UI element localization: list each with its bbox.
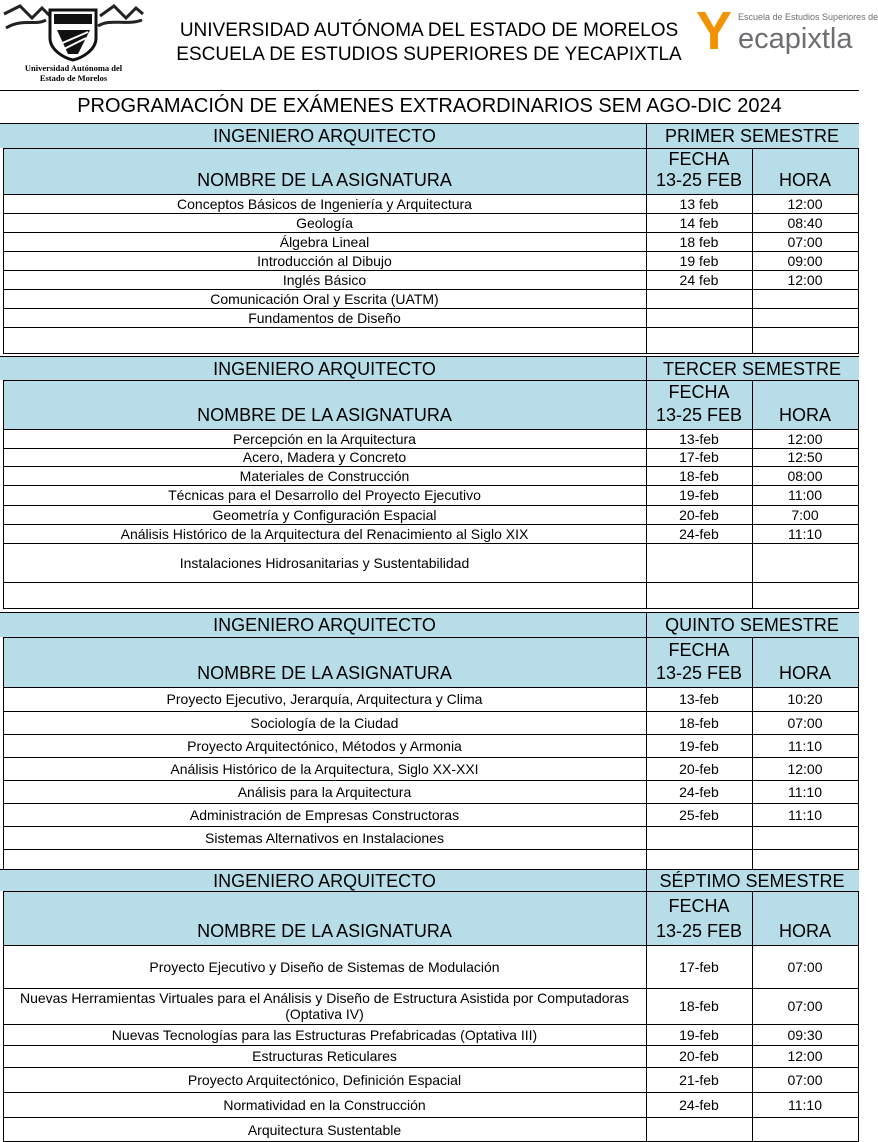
grid-line [3, 194, 4, 213]
exam-date: 24-feb [679, 1096, 719, 1113]
grid-line [646, 945, 647, 988]
grid-line [3, 148, 4, 194]
exam-time [752, 849, 858, 869]
exam-time: 11:10 [788, 1096, 822, 1113]
grid-line [858, 1117, 859, 1142]
exam-time: 11:10 [788, 525, 822, 542]
grid-line [3, 380, 859, 381]
grid-line [646, 289, 647, 308]
grid-line [646, 1045, 647, 1067]
grid-line [3, 711, 4, 734]
subject-name: Geología [296, 214, 353, 231]
exam-time: 11:00 [788, 487, 822, 503]
grid-line [752, 485, 753, 505]
grid-line [646, 505, 647, 524]
column-header-asignatura: NOMBRE DE LA ASIGNATURA [197, 662, 452, 683]
grid-line [752, 232, 753, 251]
grid-line [752, 687, 753, 711]
subject-name: Materiales de Construcción [239, 467, 410, 484]
grid-line [752, 891, 753, 945]
grid-line [858, 505, 859, 524]
column-header-asignatura: NOMBRE DE LA ASIGNATURA [197, 169, 452, 190]
exam-date: 24 feb [679, 271, 719, 288]
program-name: INGENIERO ARQUITECTO [213, 358, 436, 379]
grid-line [646, 213, 647, 232]
grid-line [752, 757, 753, 780]
semester-name: QUINTO SEMESTRE [665, 615, 839, 635]
subject-name: Estructuras Reticulares [252, 1048, 397, 1064]
grid-line [752, 1092, 753, 1117]
grid-line [646, 757, 647, 780]
grid-line [858, 524, 859, 543]
grid-line [646, 849, 647, 869]
exam-time: 11:10 [788, 783, 822, 800]
grid-line [3, 803, 4, 826]
grid-line [3, 213, 4, 232]
school-name: ESCUELA DE ESTUDIOS SUPERIORES DE YECAPIXTLA [176, 44, 682, 65]
exam-time: 11:10 [788, 806, 822, 823]
exam-date [646, 826, 752, 849]
grid-line [752, 826, 753, 849]
grid-line [646, 734, 647, 757]
grid-line [3, 757, 4, 780]
column-header-hora: HORA [778, 404, 831, 425]
grid-line [858, 429, 859, 448]
subject-name: Proyecto Ejecutivo y Diseño de Sistemas de Modulación [149, 958, 500, 975]
grid-line [858, 251, 859, 270]
grid-line [858, 213, 859, 232]
subject-name: Álgebra Lineal [279, 233, 370, 250]
subject-name: Comunicación Oral y Escrita (UATM) [210, 290, 439, 307]
semester-name: PRIMER SEMESTRE [664, 126, 840, 146]
grid-line [752, 429, 753, 448]
grid-line [3, 988, 4, 1024]
grid-line [3, 505, 4, 524]
column-header-hora: HORA [778, 662, 831, 683]
subject-name: Percepción en la Arquitectura [233, 430, 416, 447]
grid-line [0, 356, 859, 357]
column-header-fecha: FECHA [668, 639, 730, 660]
grid-line [3, 429, 4, 448]
grid-line [858, 194, 859, 213]
exam-time [752, 289, 858, 308]
exam-time: 09:00 [787, 252, 823, 269]
exam-time: 07:00 [787, 1071, 823, 1088]
subject-name: Análisis Histórico de la Arquitectura, Siglo XX-XXI [170, 760, 479, 777]
grid-line [646, 524, 647, 543]
grid-line [3, 308, 4, 327]
semester-name: TERCER SEMESTRE [662, 358, 842, 379]
subject-name: Proyecto Ejecutivo, Jerarquía, Arquitectura y Clima [166, 691, 483, 707]
grid-line [3, 637, 4, 687]
exam-date: 20-feb [679, 760, 719, 777]
grid-line [646, 1117, 647, 1142]
grid-line [3, 1045, 4, 1067]
grid-line [752, 327, 753, 353]
exam-date [646, 327, 752, 353]
grid-line [3, 232, 4, 251]
subject-name: Normatividad en la Construcción [223, 1096, 426, 1113]
exam-date: 24-feb [679, 525, 719, 542]
exam-date: 19 feb [679, 252, 719, 269]
exam-date: 20-feb [679, 506, 719, 523]
grid-line [752, 213, 753, 232]
program-name: INGENIERO ARQUITECTO [213, 126, 436, 146]
grid-line [646, 826, 647, 849]
grid-line [752, 1024, 753, 1045]
column-header-hora: HORA [778, 920, 831, 941]
exam-date: 18-feb [679, 714, 719, 731]
exam-date: 18-feb [679, 998, 719, 1014]
grid-line [752, 148, 753, 194]
subject-name: Instalaciones Hidrosanitarias y Sustentabilidad [179, 554, 470, 571]
grid-line [858, 945, 859, 988]
grid-line [3, 353, 859, 354]
grid-line [752, 270, 753, 289]
column-header-fecha-range: 13-25 FEB [655, 169, 743, 190]
grid-line [752, 505, 753, 524]
grid-line [646, 327, 647, 353]
subject-name: Inglés Básico [282, 271, 367, 288]
subject-name: Sistemas Alternativos en Instalaciones [205, 829, 444, 846]
grid-line [646, 485, 647, 505]
grid-line [3, 327, 4, 353]
exam-date: 13 feb [679, 195, 719, 212]
exam-time: 08:40 [787, 214, 823, 231]
grid-line [858, 637, 859, 687]
grid-line [646, 429, 647, 448]
subject-name: Proyecto Arquitectónico, Definición Espacial [187, 1071, 462, 1088]
column-header-fecha-range: 13-25 FEB [655, 662, 743, 683]
column-header-asignatura: NOMBRE DE LA ASIGNATURA [197, 920, 452, 941]
grid-line [752, 466, 753, 485]
subject-name: Arquitectura Sustentable [247, 1121, 402, 1138]
grid-line [3, 780, 4, 803]
grid-line [858, 380, 859, 429]
grid-line [3, 891, 859, 892]
exam-time: 07:00 [787, 958, 823, 975]
exam-date: 21-feb [679, 1071, 719, 1088]
program-name: INGENIERO ARQUITECTO [213, 870, 436, 891]
grid-line [752, 448, 753, 466]
yecapixtla-y-letter: Y [696, 1, 733, 61]
exam-time [752, 826, 858, 849]
grid-line [3, 1024, 4, 1045]
uaem-shield-icon [2, 4, 145, 60]
grid-line [3, 524, 4, 543]
subject-name: Análisis para la Arquitectura [237, 783, 412, 800]
grid-line [646, 356, 647, 429]
grid-line [0, 869, 859, 870]
exam-date: 17-feb [679, 449, 719, 465]
exam-time: 12:00 [787, 271, 823, 288]
subject-name: Administración de Empresas Constructoras [189, 806, 460, 823]
grid-line [752, 734, 753, 757]
column-header-fecha: FECHA [668, 382, 730, 402]
grid-line [3, 380, 4, 429]
exam-time: 07:00 [787, 233, 823, 250]
grid-line [858, 1045, 859, 1067]
grid-line [752, 945, 753, 988]
semester-name: SÉPTIMO SEMESTRE [659, 870, 845, 891]
grid-line [752, 524, 753, 543]
grid-line [752, 803, 753, 826]
grid-line [858, 466, 859, 485]
grid-line [752, 988, 753, 1024]
exam-time [752, 1117, 858, 1142]
grid-line [752, 1117, 753, 1142]
exam-date: 20-feb [679, 1048, 719, 1064]
exam-time: 10:20 [787, 691, 823, 707]
uaem-logo-text-2: Estado de Morelos [39, 73, 108, 83]
grid-line [646, 780, 647, 803]
grid-line [858, 448, 859, 466]
subject-name [3, 582, 646, 608]
exam-time [752, 543, 858, 582]
grid-line [752, 1067, 753, 1092]
exam-time: 12:00 [787, 760, 823, 777]
grid-line [752, 251, 753, 270]
grid-line [752, 711, 753, 734]
university-name: UNIVERSIDAD AUTÓNOMA DEL ESTADO DE MORELOS [179, 20, 679, 41]
program-name: INGENIERO ARQUITECTO [213, 615, 436, 635]
exam-time: 07:00 [787, 714, 823, 731]
grid-line [646, 988, 647, 1024]
grid-line [858, 582, 859, 608]
grid-line [858, 1067, 859, 1092]
grid-line [646, 1067, 647, 1092]
subject-name: Conceptos Básicos de Ingeniería y Arquitectura [177, 195, 472, 212]
subject-name: Técnicas para el Desarrollo del Proyecto Ejecutivo [168, 487, 481, 503]
grid-line [858, 1024, 859, 1045]
grid-line [646, 803, 647, 826]
exam-time: 09:30 [787, 1026, 823, 1043]
grid-line [858, 711, 859, 734]
grid-line [3, 466, 4, 485]
exam-time [752, 327, 858, 353]
exam-date: 13-feb [679, 430, 719, 447]
subject-name: Nuevas Tecnologías para las Estructuras Prefabricadas (Optativa III) [111, 1026, 538, 1043]
exam-date: 19-feb [679, 737, 719, 754]
grid-line [858, 826, 859, 849]
exam-date: 19-feb [679, 487, 719, 503]
column-header-fecha: FECHA [668, 148, 730, 169]
subject-name: Acero, Madera y Concreto [242, 449, 407, 465]
subject-name: Sociología de la Ciudad [250, 714, 399, 731]
grid-line [3, 251, 4, 270]
grid-line [646, 466, 647, 485]
grid-line [858, 757, 859, 780]
subject-name: Proyecto Arquitectónico, Métodos y Armonia [187, 737, 462, 754]
grid-line [752, 1045, 753, 1067]
grid-line [858, 780, 859, 803]
grid-line [3, 734, 4, 757]
grid-line [752, 308, 753, 327]
grid-line [858, 485, 859, 505]
grid-line [858, 891, 859, 945]
grid-line [858, 289, 859, 308]
grid-line [858, 687, 859, 711]
exam-date: 25-feb [679, 806, 719, 823]
grid-line [3, 891, 4, 945]
exam-date: 17-feb [679, 958, 719, 975]
grid-line [858, 327, 859, 353]
subject-name [3, 849, 646, 869]
exam-time [752, 308, 858, 327]
grid-line [646, 448, 647, 466]
grid-line [646, 194, 647, 213]
grid-line [752, 289, 753, 308]
subject-name: Introducción al Dibujo [257, 252, 392, 269]
exam-time: 07:00 [787, 998, 823, 1014]
grid-line [858, 543, 859, 582]
grid-line [646, 543, 647, 582]
grid-line [646, 612, 647, 687]
uaem-logo-text-1: Universidad Autónoma del [24, 63, 123, 73]
grid-line [858, 988, 859, 1024]
grid-line [752, 582, 753, 608]
column-header-fecha: FECHA [668, 895, 730, 916]
grid-line [752, 780, 753, 803]
grid-line [646, 308, 647, 327]
exam-time: 7:00 [791, 506, 819, 523]
exam-time [752, 582, 858, 608]
grid-line [3, 1067, 4, 1092]
column-header-fecha-range: 13-25 FEB [655, 920, 743, 941]
grid-line [646, 251, 647, 270]
exam-date: 18 feb [679, 233, 719, 250]
grid-line [3, 637, 859, 638]
grid-line [646, 1024, 647, 1045]
grid-line [752, 380, 753, 429]
exam-date [646, 543, 752, 582]
grid-line [3, 1092, 4, 1117]
grid-line [646, 869, 647, 945]
grid-line [858, 270, 859, 289]
grid-line [3, 270, 4, 289]
exam-date [646, 849, 752, 869]
column-header-hora: HORA [778, 169, 831, 190]
grid-line [646, 123, 647, 194]
grid-line [858, 1092, 859, 1117]
exam-date [646, 308, 752, 327]
exam-date: 13-feb [679, 691, 719, 707]
exam-date: 18-feb [679, 467, 719, 484]
exam-time: 12:00 [787, 430, 823, 447]
grid-line [646, 582, 647, 608]
yecapixtla-logo-big: ecapixtla [738, 23, 853, 55]
yecapixtla-logo [694, 1, 878, 68]
exam-time: 12:00 [787, 195, 823, 212]
grid-line [646, 1092, 647, 1117]
grid-line [752, 543, 753, 582]
grid-line [0, 123, 859, 124]
exam-date: 19-feb [679, 1026, 719, 1043]
grid-line [646, 711, 647, 734]
uaem-logo [2, 4, 145, 82]
grid-line [3, 608, 859, 609]
exam-time: 08:00 [787, 467, 823, 484]
exam-date: 14 feb [679, 214, 719, 231]
exam-date: 24-feb [679, 783, 719, 800]
title-top-border [0, 90, 859, 91]
grid-line [3, 849, 4, 869]
grid-line [858, 803, 859, 826]
yecapixtla-logo-small: Escuela de Estudios Superiores de [738, 12, 878, 22]
grid-line [646, 232, 647, 251]
column-header-fecha-range: 13-25 FEB [655, 404, 743, 425]
exam-time: 12:50 [787, 449, 823, 465]
grid-line [3, 582, 4, 608]
grid-line [752, 849, 753, 869]
exam-time: 12:00 [787, 1048, 823, 1064]
grid-line [3, 826, 4, 849]
subject-name: Análisis Histórico de la Arquitectura del Renacimiento al Siglo XIX [120, 525, 529, 542]
grid-line [3, 1117, 4, 1142]
grid-line [0, 612, 859, 613]
grid-line [3, 148, 859, 149]
grid-line [858, 148, 859, 194]
grid-line [3, 289, 4, 308]
grid-line [858, 308, 859, 327]
grid-line [3, 448, 4, 466]
exam-date [646, 582, 752, 608]
page-title: PROGRAMACIÓN DE EXÁMENES EXTRAORDINARIOS SEM AGO-DIC 2024 [77, 94, 782, 117]
exam-time: 11:10 [788, 737, 822, 754]
column-header-asignatura: NOMBRE DE LA ASIGNATURA [197, 404, 452, 425]
grid-line [858, 734, 859, 757]
grid-line [752, 637, 753, 687]
grid-line [752, 194, 753, 213]
grid-line [3, 945, 4, 988]
exam-date [646, 289, 752, 308]
subject-name: Nuevas Herramientas Virtuales para el Análisis y Diseño de Estructura Asistida por Computadoras (Optativa IV) [19, 990, 630, 1022]
subject-name: Geometría y Configuración Espacial [212, 506, 437, 523]
grid-line [646, 687, 647, 711]
exam-date [646, 1117, 752, 1142]
grid-line [858, 232, 859, 251]
grid-line [3, 485, 4, 505]
subject-name [3, 327, 646, 353]
grid-line [858, 849, 859, 869]
subject-name: Fundamentos de Diseño [248, 309, 401, 326]
grid-line [3, 543, 4, 582]
grid-line [646, 270, 647, 289]
grid-line [3, 687, 4, 711]
